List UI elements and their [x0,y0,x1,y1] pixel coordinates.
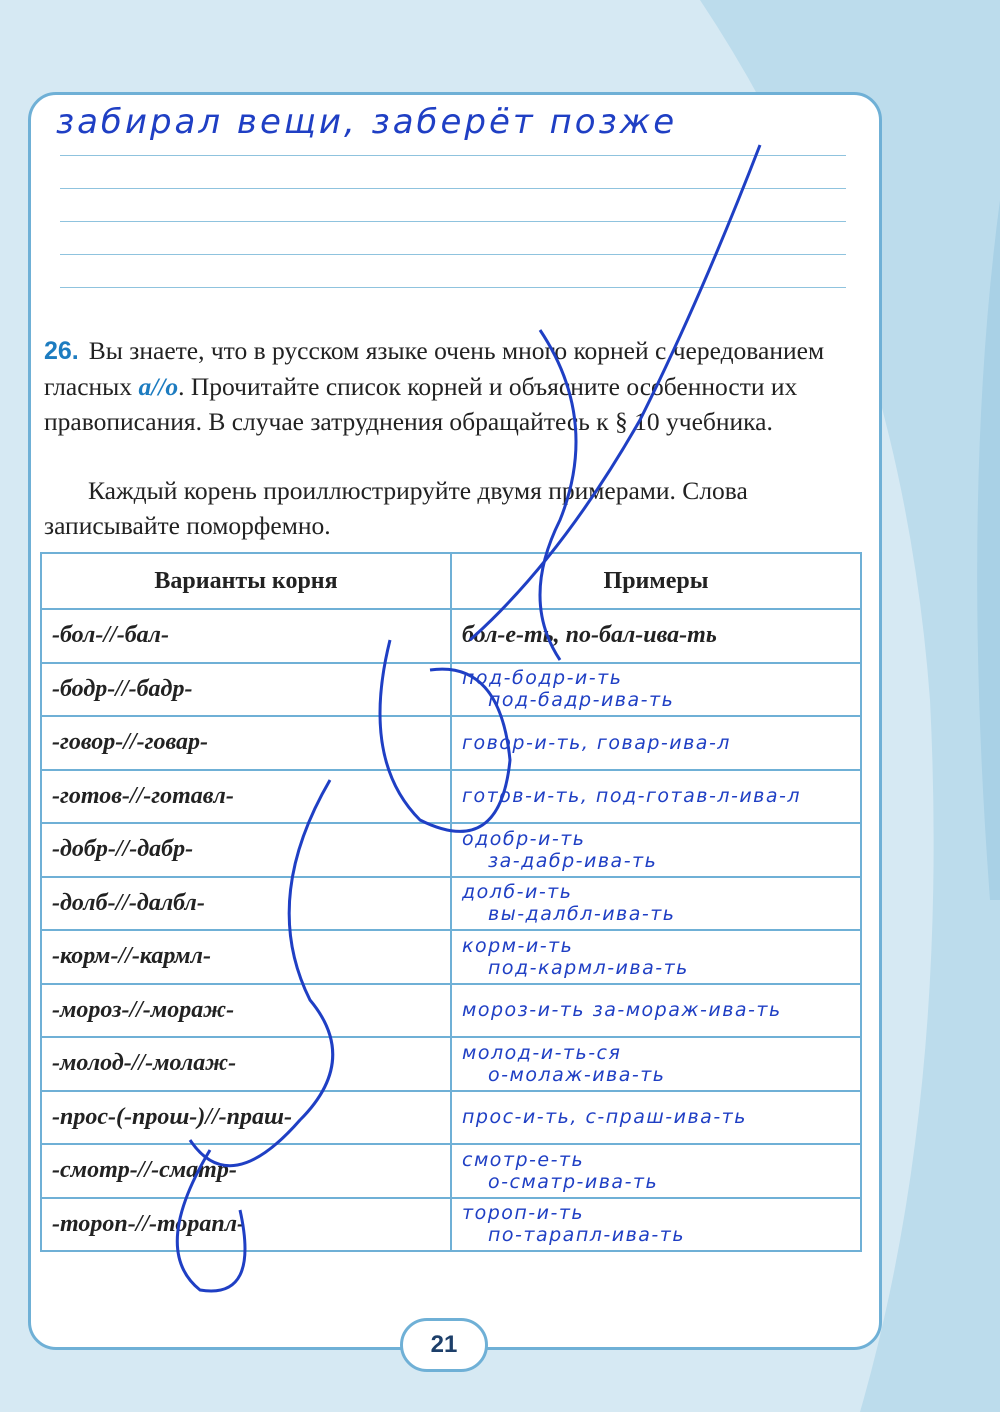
table-row [41,984,861,1038]
examples-cell [451,770,861,824]
ruled-line [60,188,846,189]
examples-cell [451,716,861,770]
roots-table [40,552,862,1252]
root-variant-cell: -добр-//-дабр- [41,823,451,877]
table-row [41,930,861,984]
root-variant-cell: -бол-//-бал- [41,609,451,663]
ruled-line [60,254,846,255]
handwritten-example: по-тарапл-ива-ть [488,1224,686,1247]
root-variant-cell: -тороп-//-торапл- [41,1198,451,1252]
handwritten-example: смотр-е-ть [462,1148,585,1171]
handwritten-example: корм-и-ть [462,934,574,957]
handwritten-example: одобр-и-ть [462,827,586,850]
table-header-row [41,553,861,609]
root-variant-cell: -долб-//-далбл- [41,877,451,931]
root-variant-cell: -говор-//-говар- [41,716,451,770]
examples-cell [451,1144,861,1198]
root-variant-cell: -молод-//-молаж- [41,1037,451,1091]
printed-example: бол-е-ть, по-бал-ива-ть [462,622,717,649]
task-text-part1: Вы знаете, что в русском языке очень много корней с чередованием гласных [44,336,825,401]
handwritten-example: готов-и-ть, под-готав-л-ива-л [462,785,802,808]
table-row [41,877,861,931]
handwritten-example: долб-и-ть [462,881,573,904]
handwritten-example: за-дабр-ива-ть [488,849,658,872]
ruled-line [60,221,846,222]
handwritten-example: о-молаж-ива-ть [488,1063,666,1086]
root-variant-cell: -прос-(-прош-)//-праш- [41,1091,451,1145]
table-row [41,663,861,717]
page-number: 21 [400,1318,488,1372]
ruled-line [60,287,846,288]
table-row [41,1144,861,1198]
root-variant-cell: -мороз-//-мораж- [41,984,451,1038]
table-body [41,609,861,1251]
root-variant-cell: -готов-//-готавл- [41,770,451,824]
handwritten-example: под-бодр-и-ть [462,667,623,690]
column-header-examples: Примеры [451,553,861,609]
table-row [41,1198,861,1252]
examples-cell [451,823,861,877]
handwritten-example: под-бадр-ива-ть [488,689,675,712]
root-variant-cell: -смотр-//-сматр- [41,1144,451,1198]
handwritten-example: мороз-и-ть за-мораж-ива-ть [462,999,782,1022]
column-header-root-variants: Варианты корня [41,553,451,609]
examples-cell [451,877,861,931]
task-26-text [44,333,864,439]
handwritten-example: прос-и-ть, с-праш-ива-ть [462,1106,747,1129]
handwritten-example: молод-и-ть-ся [462,1041,622,1064]
table-row [41,770,861,824]
table-row [41,716,861,770]
task-text-part2: . Прочитайте список корней и объясните особенности их правописания. В случае затруднения обращайтесь к § 10 учебника. [44,372,798,436]
examples-cell [451,663,861,717]
table-row [41,609,861,663]
handwritten-example: тороп-и-ть [462,1202,585,1225]
examples-cell [451,1198,861,1252]
handwritten-example: о-сматр-ива-ть [488,1170,659,1193]
handwritten-example: под-кармл-ива-ть [488,956,689,979]
examples-cell [451,930,861,984]
examples-cell [451,984,861,1038]
task-instruction: Каждый корень проиллюстрируйте двумя примерами. Слова записывайте поморфемно. [44,476,748,540]
root-variant-cell: -корм-//-кармл- [41,930,451,984]
handwritten-example: вы-далбл-ива-ть [488,903,676,926]
table-row [41,1037,861,1091]
task-accent-alternation: а//о [138,372,179,401]
examples-cell [451,1037,861,1091]
table-row [41,823,861,877]
handwritten-example: говор-и-ть, говар-ива-л [462,731,731,754]
task-number: 26. [44,337,79,365]
root-variant-cell: -бодр-//-бадр- [41,663,451,717]
table-row [41,1091,861,1145]
examples-cell [451,1091,861,1145]
handwritten-answer-top: забирал вещи, заберёт позже [56,102,678,142]
examples-cell [451,609,861,663]
ruled-line [60,155,846,156]
